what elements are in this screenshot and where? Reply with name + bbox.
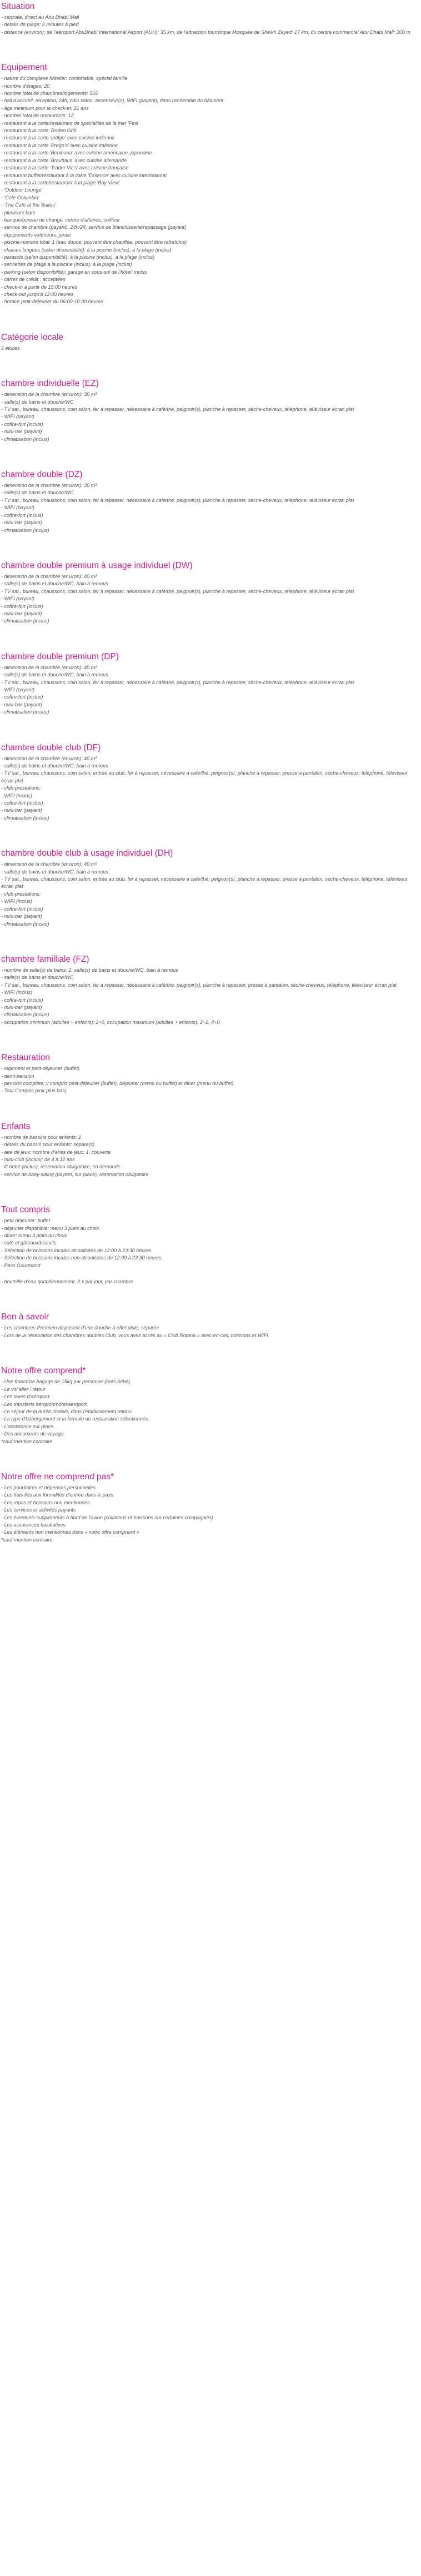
section-lines — [1, 14, 420, 36]
text-line: - coffre-fort (inclus) — [1, 800, 43, 806]
text-line: - chaises longues (selon disponibilité): à la piscine (inclus), à la plage (inclus) — [1, 247, 172, 253]
text-line: 5 étoiles — [1, 345, 20, 351]
text-line: - Des documents de voyage. — [1, 1431, 65, 1437]
text-line: - âge minimum pour le check-in: 21 ans — [1, 105, 89, 111]
section-room-ez — [1, 379, 420, 443]
text-line: - TV sat., bureau, chaussons, coin salon, fer à repasser, nécessaire à café/thé, peignoir(s), planche à repasser, sèche-cheveux, téléphone, téléviseur écran plat — [1, 497, 354, 503]
text-line: - logement et petit-déjeuner (buffet) — [1, 1066, 80, 1072]
text-line: - details de plage: 2 minutes à pied — [1, 22, 79, 28]
section-lines — [1, 1324, 420, 1339]
section-situation — [1, 2, 420, 36]
text-line: - 'Café Columbia' — [1, 194, 39, 200]
section-room-dh — [1, 848, 420, 928]
text-line: - coffre-fort (inclus) — [1, 997, 43, 1003]
text-line: - service de baby-sitting (payant, sur place), réservation obligatoire — [1, 1171, 149, 1177]
text-line: - dimension de la chambre (environ): 40 m² — [1, 573, 97, 579]
section-bon-a-savoir — [1, 1312, 420, 1339]
text-line: - coffre-fort (inclus) — [1, 694, 43, 700]
text-line: - WIFI (payant) — [1, 414, 35, 420]
text-line: - dimension de la chambre (environ): 40 m² — [1, 664, 97, 670]
text-line: - café et gâteaux/biscuits — [1, 1240, 57, 1246]
text-line: - climatisation (inclus) — [1, 1012, 49, 1018]
text-line: - petit-déjeuner: buffet — [1, 1218, 51, 1224]
text-line: - salle(s) de bains et douche/WC, bain à remous — [1, 868, 108, 875]
text-line: - restaurant buffet/restaurant à la carte 'Essence' avec cuisine international — [1, 172, 167, 178]
section-offre-ne-comprend — [1, 1472, 420, 1544]
text-line: - TV sat., bureau, chaussons, coin salon, fer à repasser, nécessaire à café/thé, peignoir(s), planche à repasser, sèche-cheveux, téléphone, téléviseur écran plat — [1, 679, 354, 685]
text-line: - service de chambre (payant), 24h/24, service de blanchisserie/repassage (payant) — [1, 224, 187, 230]
text-line: - dimension de la chambre (environ): 30 m² — [1, 391, 97, 398]
section-lines — [1, 391, 420, 443]
text-line: - Le séjour de la durée choisie, dans l'établissement retenu. — [1, 1408, 133, 1414]
section-title: Bon à savoir — [1, 1312, 49, 1322]
text-line: - restaurant à la carte 'Brauhaus' avec cuisine allemande — [1, 157, 127, 163]
section-lines — [1, 967, 420, 1026]
section-title: Notre offre ne comprend pas* — [1, 1472, 114, 1482]
text-line: - lit bébé (inclus), réservation obligatoire, en demande — [1, 1164, 121, 1170]
section-room-df — [1, 743, 420, 822]
text-line: - restaurant à la carte/restaurant à la plage 'Bay View' — [1, 179, 120, 185]
text-line: - mini-bar (payant) — [1, 520, 42, 526]
text-line: - WIFI (payant) — [1, 505, 35, 511]
section-title: chambre double club (DF) — [1, 742, 101, 752]
text-line: - demi-pension — [1, 1073, 34, 1079]
section-lines — [1, 664, 420, 716]
text-line: - dîner: menu 3 plats au choix — [1, 1233, 67, 1239]
section-title: Situation — [1, 2, 35, 11]
text-line: - cartes de crédit : acceptées — [1, 277, 66, 283]
section-title: chambre double club à usage individuel (DH) — [1, 848, 173, 858]
section-tout-compris — [1, 1205, 420, 1286]
text-line: - climatisation (inclus) — [1, 921, 49, 927]
text-line: - Les taxes d'aéroport. — [1, 1394, 51, 1400]
section-room-dw — [1, 561, 420, 625]
text-line: - piscine-nombre total: 1 (eau douce, pouvant être chauffée, pouvant être rafraîchie) — [1, 239, 187, 245]
text-line: - équipements extérieurs: jardin — [1, 232, 72, 238]
section-room-dp — [1, 652, 420, 716]
text-line: - Les pourboires et dépenses personnelles — [1, 1484, 96, 1490]
text-line: - 'The Café at the Suites' — [1, 202, 56, 208]
text-line: - restaurant à la carte 'Indigo' avec cuisine indienne — [1, 135, 115, 141]
text-line: - climatisation (inclus) — [1, 709, 49, 715]
section-room-fz — [1, 955, 420, 1026]
text-line: - WIFI (inclus) — [1, 898, 32, 905]
text-line: - TV sat., bureau, chaussons, coin salon, fer à repasser, nécessaire à café/thé, peignoir(s), planche à repasser, presse à pantalon, sèche-cheveux, téléphone, téléviseur écran plat — [1, 982, 397, 988]
text-line: - coffre-fort (inclus) — [1, 421, 43, 427]
section-room-dz — [1, 470, 420, 534]
text-line: - pension complète, y compris petit-déjeuner (buffet), déjeuner (menu ou buffet) et dîner (menu ou buffet) — [1, 1080, 234, 1086]
text-line: - club-prestations: — [1, 785, 41, 791]
text-line: - restaurant à la carte 'Prego's' avec cuisine italienne — [1, 142, 118, 148]
text-line: - plusieurs bars — [1, 209, 36, 215]
section-lines — [1, 755, 420, 822]
text-line: - centrale, direct au Abu Dhabi Mall — [1, 14, 79, 20]
text-line: - WIFI (payant) — [1, 686, 35, 692]
text-line: - Les repas et boissons non mentionnés — [1, 1499, 90, 1505]
text-line: - Les frais liés aux formalités d'entrée dans le pays — [1, 1492, 113, 1498]
text-line: - serviettes de plage à la piscine (inclus), à la plage (inclus) — [1, 262, 132, 268]
text-line: - nombre de bassins pour enfants: 1 — [1, 1134, 82, 1140]
text-line: - Sélection de boissons locales non-alcoolisées de 12:00 à 23:30 heures — [1, 1255, 162, 1261]
text-line: - dimension de la chambre (environ): 30 m² — [1, 483, 97, 489]
text-line: - restaurant à la carte 'Rodeo Grill' — [1, 128, 77, 134]
section-lines — [1, 1484, 420, 1544]
text-line: - déjeuner disponible: menu 3 plats au choix — [1, 1225, 99, 1231]
text-line: - mini-bar (payant) — [1, 429, 42, 435]
text-line: - Les services et activités payants — [1, 1507, 76, 1513]
text-line: - La type d'hébergement et la formule de restauration sélectionnés. — [1, 1416, 149, 1422]
text-line: - mini-bar (payant) — [1, 913, 42, 920]
section-enfants — [1, 1122, 420, 1178]
text-line: - Lors de la réservation des chambres doubles Club, vous avez accès au « Club Rotana » avec en-cas, boissons et WIFI — [1, 1332, 268, 1338]
text-line: - parasols (selon disponibilité): à la piscine (inclus), à la plage (inclus) — [1, 254, 155, 260]
text-line: - TV sat., bureau, chaussons, coin salon, entrée au club, fer à repasser, nécessaire à café/thé, peignoir(s), planche à repasser, presse à pantalon, sèche-cheveux, téléphone, téléviseur écran plat — [1, 876, 408, 890]
text-line: - nombre d'étages: 20 — [1, 83, 50, 89]
text-line: - mini-club (inclus): de 4 à 12 ans — [1, 1157, 75, 1162]
section-title: Enfants — [1, 1121, 31, 1131]
section-restauration — [1, 1053, 420, 1095]
text-line: - WIFI (inclus) — [1, 792, 32, 799]
section-lines — [1, 75, 420, 306]
text-line: - Les assurances facultatives — [1, 1522, 66, 1528]
section-lines — [1, 1378, 420, 1445]
text-line: - Une franchise bagage de 15kg par personne (hors bébé) — [1, 1379, 131, 1385]
text-line: - Les éléments non mentionnés dans « notre offre comprend » — [1, 1529, 139, 1535]
section-title: chambre individuelle (EZ) — [1, 379, 99, 389]
section-lines — [1, 1134, 420, 1178]
section-title: chambre double premium (DP) — [1, 651, 119, 661]
text-line: - restaurant à la carte/restaurant de spécialités de la mer 'Fins' — [1, 120, 139, 126]
text-line: - coffre-fort (inclus) — [1, 603, 43, 609]
text-line: - Sélection de boissons locales alcoolisées de 12:00 à 23:30 heures — [1, 1247, 152, 1253]
section-lines — [1, 573, 420, 625]
text-line: - Les transferts aéroport/hôtel/aéroport. — [1, 1401, 88, 1407]
section-title: Catégorie locale — [1, 332, 64, 342]
section-equipement — [1, 63, 420, 306]
text-line: - climatisation (inclus) — [1, 436, 49, 442]
text-line: - salle(s) de bains et douche/WC — [1, 975, 74, 981]
bottle-note: - bouteille d'eau quotidiennement, 2 x par jour, par chambre — [1, 1279, 133, 1285]
text-line: - TV sat., bureau, chaussons, coin salon, entrée au club, fer à repasser, nécessaire à café/thé, peignoir(s), planche à repasser, presse à pantalon, sèche-cheveux, téléphone, téléviseur écran plat — [1, 770, 408, 784]
section-lines — [1, 345, 420, 352]
text-line: - hall d'accueil, réception, 24h, coin salon, ascenseur(s), WIFI (payant), dans l'ensemble du bâtiment — [1, 98, 224, 104]
text-line: - salle(s) de bains et douche/WC, bain à remous — [1, 581, 108, 587]
text-line: - nombre total de chambres/logements: 565 — [1, 91, 98, 97]
text-line: - parking (selon disponibilité): garage en sous-sol de l'hôtel: inclus — [1, 269, 147, 275]
text-line: - nature du complexe hôtelier: confortable, spécial famille — [1, 76, 128, 82]
text-line: - Tout Compris (voir plus bas) — [1, 1088, 67, 1094]
text-line: - Les chambres Premium disposent d'une douche à effet pluie, séparée — [1, 1325, 159, 1331]
text-line: - WIFI (inclus) — [1, 990, 32, 996]
section-lines — [1, 1065, 420, 1095]
text-line: - banque/bureau de change, centre d'affaires, coiffeur — [1, 217, 120, 223]
section-title: Tout compris — [1, 1205, 50, 1215]
text-line: - coffre-fort (inclus) — [1, 906, 43, 912]
text-line: - L'assistance sur place. — [1, 1423, 55, 1429]
text-line: - 'Outdoor Lounge' — [1, 187, 42, 193]
text-line: - horaire petit-déjeuner du 06:00-10:30 heures — [1, 299, 104, 305]
text-line: - distance (environ): de l'aéroport AbuDhabi International Airport (AUH): 35 km, de l'attraction touristique Mosquée de Sheikh Zayed: 17 km, du centre commercial Abu Dhabi Mall: 200 m — [1, 29, 410, 35]
text-line: - Pass Gourmand — [1, 1262, 41, 1268]
text-line: - restaurant à la carte 'Benihana' avec cuisine américaine, japonaise — [1, 150, 152, 156]
text-line: - restaurant à la carte 'Trader Vic's' avec cuisine française — [1, 165, 129, 171]
text-line: - mini-bar (payant) — [1, 610, 42, 616]
text-line: - climatisation (inclus) — [1, 527, 49, 533]
text-line: - salle(s) de bains et douche/WC — [1, 399, 74, 405]
text-line: - mini-bar (payant) — [1, 1004, 42, 1010]
text-line: - salle(s) de bains et douche/WC, bain à remous — [1, 672, 108, 678]
section-categorie-locale — [1, 333, 420, 352]
text-line: - détails du bassin pour enfants: séparé(s) — [1, 1142, 95, 1148]
text-line: - TV sat., bureau, chaussons, coin salon, fer à repasser, nécessaire à café/thé, peignoir(s), planche à repasser, sèche-cheveux, téléphone, téléviseur écran plat — [1, 588, 354, 594]
section-lines — [1, 482, 420, 534]
section-title: chambre double (DZ) — [1, 470, 83, 480]
text-line: - dimension de la chambre (environ): 40 m² — [1, 861, 97, 867]
text-line: - mini-bar (payant) — [1, 807, 42, 814]
text-line: - nombre de salle(s) de bains: 2, salle(s) de bains et douche/WC, bain à remous — [1, 967, 178, 973]
text-line: - check-in à partir de 15:00 heures — [1, 284, 78, 290]
section-offre-comprend — [1, 1366, 420, 1445]
section-lines — [1, 1217, 420, 1269]
text-line: - mini-bar (payant) — [1, 701, 42, 707]
text-line: *sauf mention contraire — [1, 1536, 53, 1543]
section-title: Notre offre comprend* — [1, 1366, 86, 1376]
section-title: Equipement — [1, 63, 47, 73]
section-title: chambre double premium à usage individuel (DW) — [1, 560, 193, 570]
text-line: - climatisation (inclus) — [1, 618, 49, 624]
section-title: chambre familliale (FZ) — [1, 954, 89, 964]
section-lines — [1, 861, 420, 928]
text-line: - salle(s) de bains et douche/WC, bain à remous — [1, 763, 108, 769]
text-line: - dimension de la chambre (environ): 40 m² — [1, 755, 97, 761]
text-line: - Le vol aller / retour — [1, 1386, 46, 1392]
section-title: Restauration — [1, 1053, 50, 1063]
text-line: - nombre total de restaurants: 12 — [1, 113, 74, 119]
text-line: - TV sat., bureau, chaussons, coin salon, fer à repasser, nécessaire à café/thé, peignoir(s), planche à repasser, sèche-cheveux, téléphone, téléviseur écran plat — [1, 406, 354, 413]
text-line: - coffre-fort (inclus) — [1, 512, 43, 518]
text-line: - check-out jusqu'à 12:00 heures — [1, 292, 74, 297]
text-line: - aire de jeux: nombre d'aires de jeux: 1, couverte — [1, 1149, 111, 1155]
text-line: - salle(s) de bains et douche/WC — [1, 490, 74, 496]
text-line: - occupation minimum (adultes + enfants): 2+0, occupation maximum (adultes + enfants): 2+2, 4+0 — [1, 1019, 220, 1025]
text-line: - WIFI (payant) — [1, 596, 35, 602]
text-line: - Les éventuels suppléments à bord de l'avion (collations et boissons sur certaines compagnies) — [1, 1514, 213, 1520]
text-line: - club-prestations: — [1, 891, 41, 897]
text-line: - climatisation (inclus) — [1, 815, 49, 821]
text-line: *sauf mention contraire — [1, 1438, 53, 1444]
